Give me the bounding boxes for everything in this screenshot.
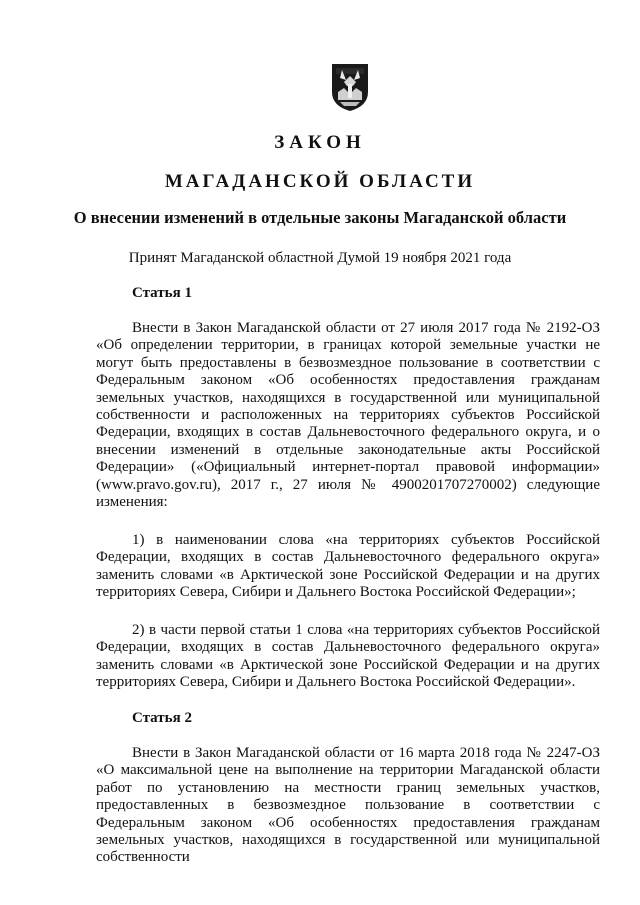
article-1-heading: Статья 1 xyxy=(132,285,192,301)
article-1-paragraph-item-2: 2) в части первой статьи 1 слова «на территориях субъектов Российской Федерации, входящих в состав Дальневосточного федерального округа» заменить словами «в Арктической зоне Российской Федерации и на других территориях Севера, Сибири и Дальнего Востока Российской Федерации». xyxy=(96,622,600,691)
article-1-paragraph-item-1: 1) в наименовании слова «на территориях субъектов Российской Федерации, входящих в состав Дальневосточного федерального округа» заменить словами «в Арктической зоне Российской Федерации и на других территориях Севера, Сибири и Дальнего Востока Российской Федерации»; xyxy=(96,532,600,601)
article-2-paragraph-intro: Внести в Закон Магаданской области от 16 марта 2018 года № 2247-ОЗ «О максимальной цене на выполнение на территории Магаданской области работ по установлению на местности границ земельных участков, предоставленных в безвозмездное пользование в соответствии с Федеральным законом «Об особенностях предоставления гражданам земельных участков, находящихся в государственной или муниципальной собственности xyxy=(96,745,600,866)
article-2-heading: Статья 2 xyxy=(132,710,192,726)
document-subject: О внесении изменений в отдельные законы Магаданской области xyxy=(73,208,567,227)
coat-of-arms-icon xyxy=(330,62,370,112)
article-1-paragraph-intro: Внести в Закон Магаданской области от 27 июля 2017 года № 2192-ОЗ «Об определении территории, в границах которой земельные участки не могут быть предоставлены в безвозмездное пользование в соответствии с Федеральным законом «Об особенностях предоставления гражданам земельных участков, находящихся в государственной или муниципальной собственности и расположенных на территориях субъектов Российской Федерации, входящих в состав Дальневосточного федерального округа, и о внесении изменений в отдельные законодательные акты Российской Федерации» («Официальный интернет-портал правовой информации» (www.pravo.gov.ru), 2017 г., 27 июля № 4900201707270002) следующие изменения: xyxy=(96,320,600,511)
document-region: МАГАДАНСКОЙ ОБЛАСТИ xyxy=(164,171,476,192)
document-title: ЗАКОН xyxy=(274,132,366,153)
adoption-line: Принят Магаданской областной Думой 19 ноября 2021 года xyxy=(128,250,512,266)
